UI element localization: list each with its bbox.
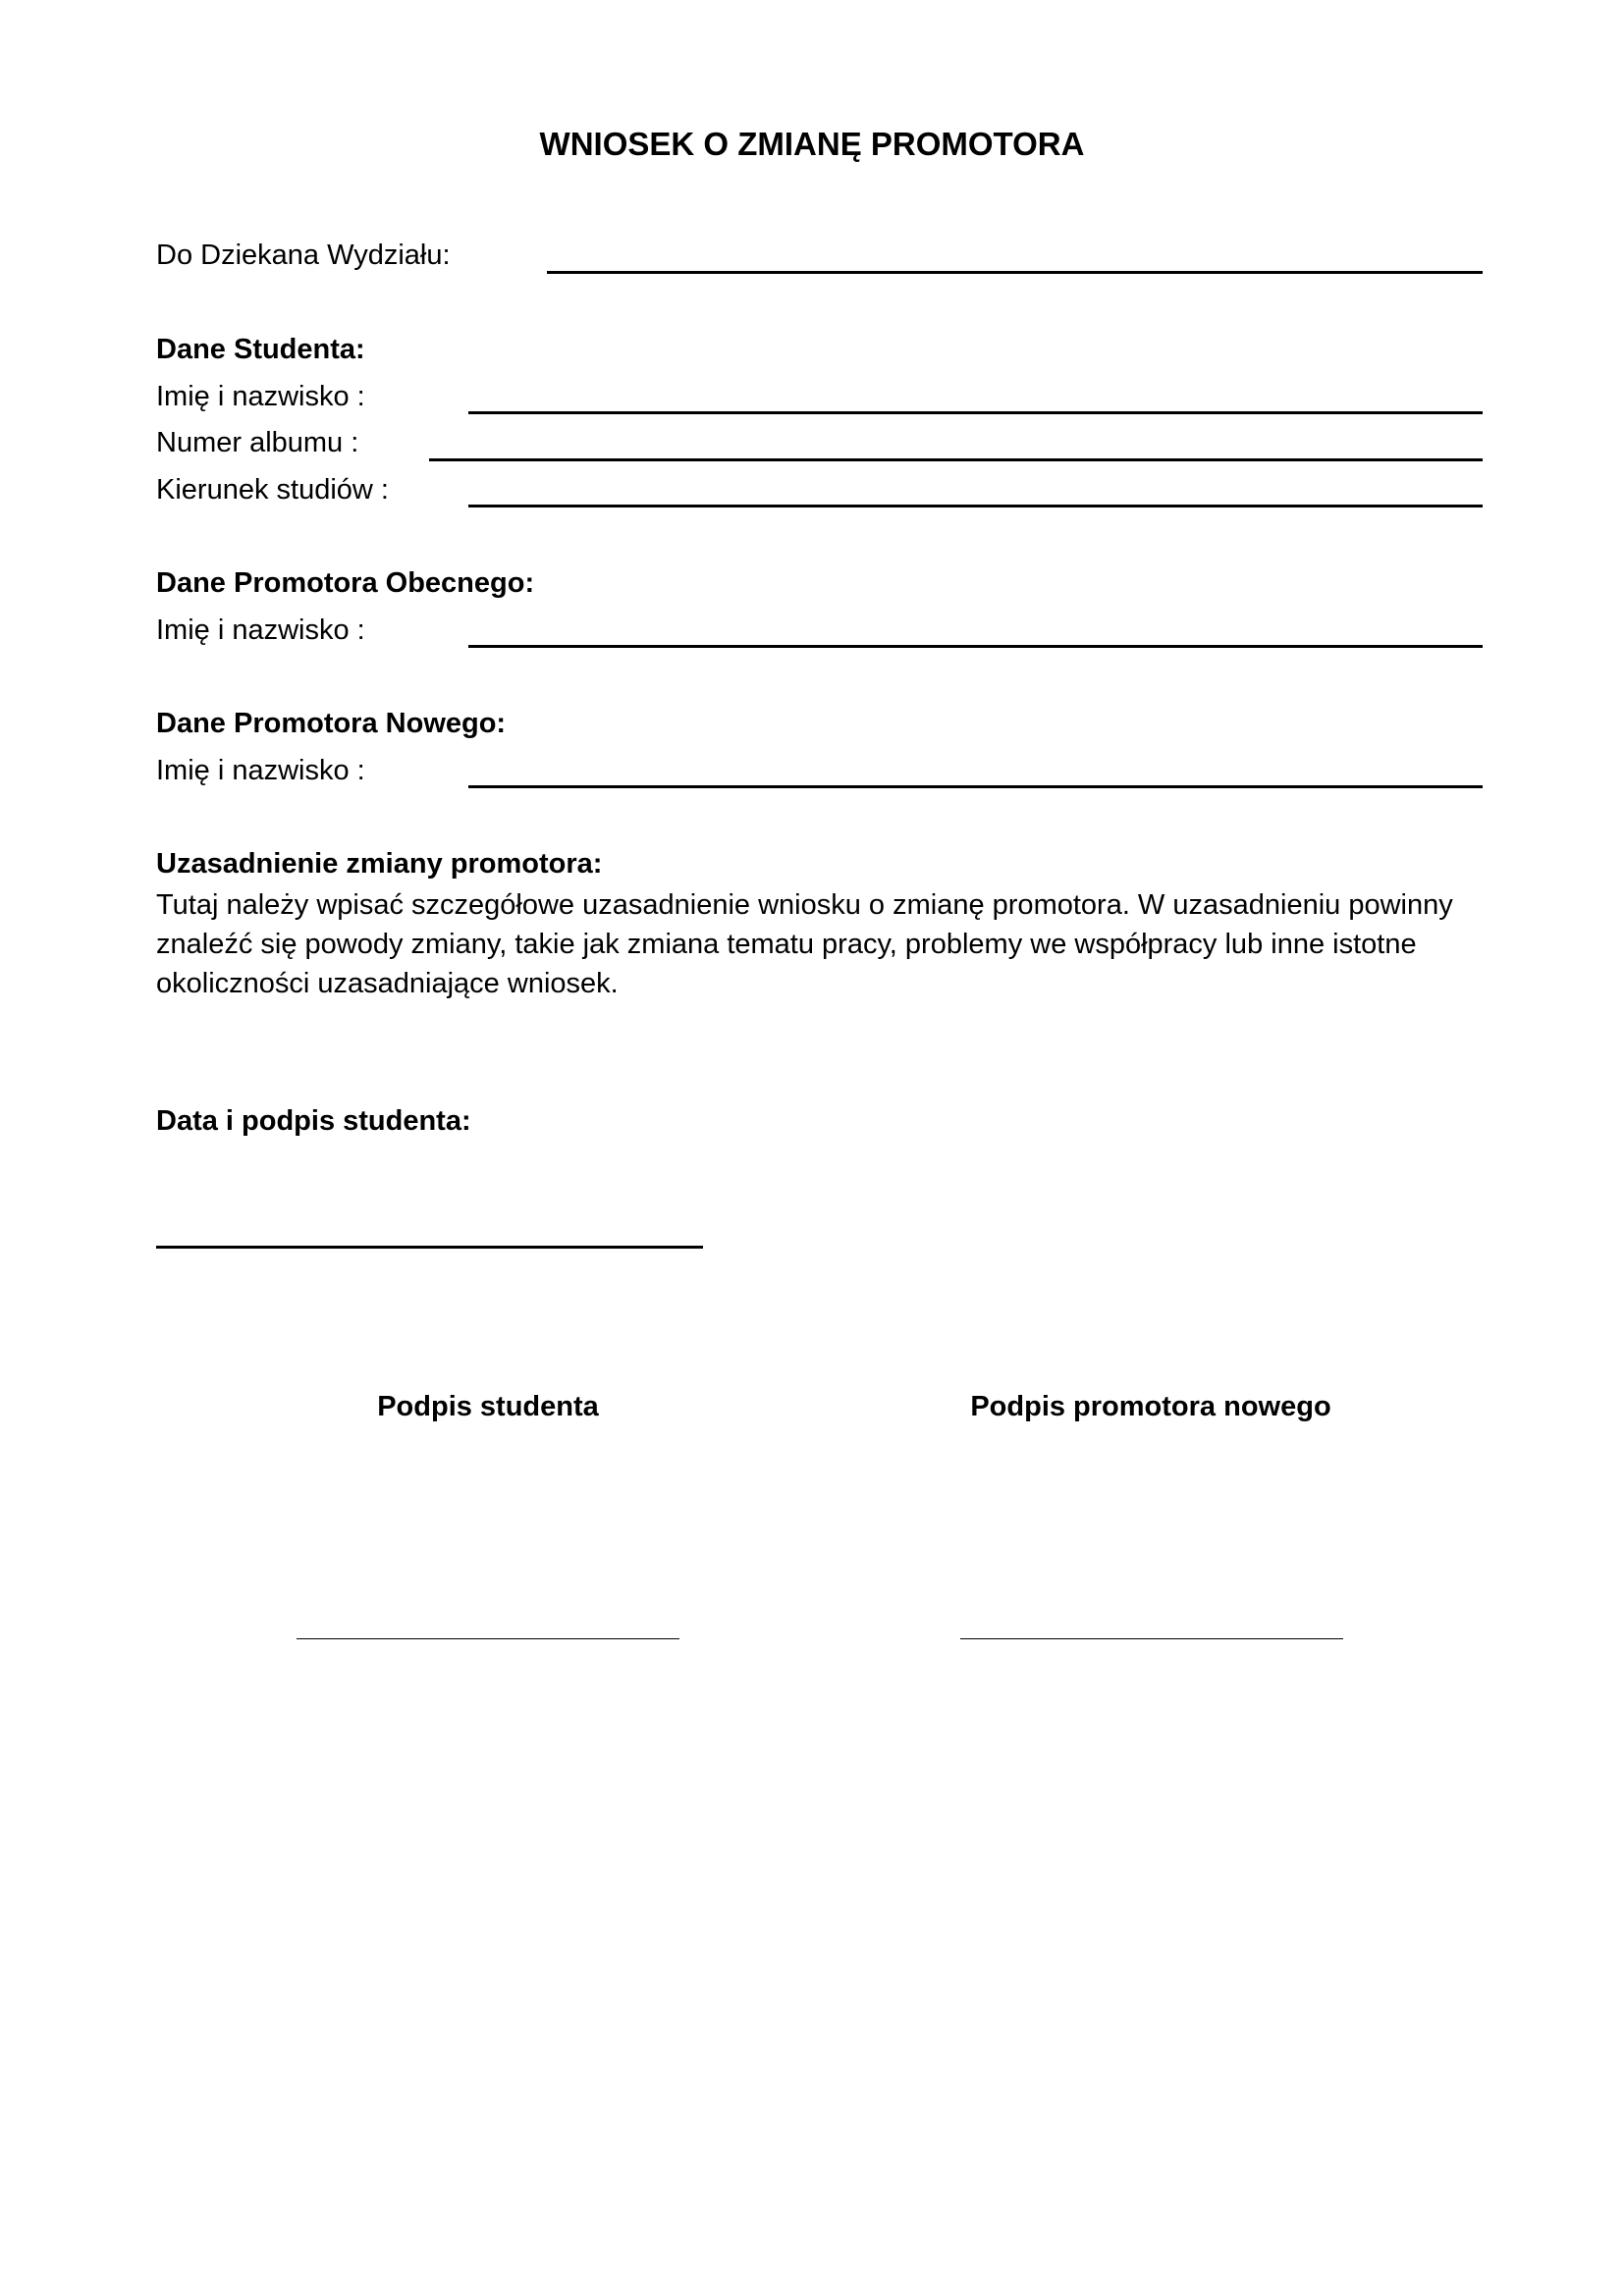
new-supervisor-heading: Dane Promotora Nowego:: [156, 708, 507, 739]
student-signature-label: Podpis studenta: [377, 1391, 599, 1422]
student-name-label: Imię i nazwisko :: [156, 381, 365, 412]
new-supervisor-name-field-line[interactable]: [468, 785, 1483, 788]
justification-text: Tutaj należy wpisać szczegółowe uzasadnienie wniosku o zmianę promotora. W uzasadnieniu powinny znaleźć się powody zmiany, takie jak zmiana tematu pracy, problemy we współpracy lub inne istotne okoliczności uzasadniające wniosek.: [156, 889, 1453, 999]
new-supervisor-name-label: Imię i nazwisko :: [156, 755, 365, 786]
new-supervisor-signature-line[interactable]: [960, 1638, 1343, 1639]
current-supervisor-heading: Dane Promotora Obecnego:: [156, 567, 535, 599]
date-signature-heading: Data i podpis studenta:: [156, 1105, 471, 1137]
student-signature-line[interactable]: [297, 1638, 679, 1639]
student-name-field-line[interactable]: [468, 411, 1483, 414]
album-number-label: Numer albumu :: [156, 427, 359, 458]
field-of-study-field-line[interactable]: [468, 505, 1483, 507]
new-supervisor-signature-label: Podpis promotora nowego: [970, 1391, 1331, 1422]
dean-field-line[interactable]: [547, 271, 1483, 274]
date-signature-line[interactable]: [156, 1246, 703, 1249]
dean-label: Do Dziekana Wydziału:: [156, 240, 451, 271]
current-supervisor-name-label: Imię i nazwisko :: [156, 614, 365, 646]
field-of-study-label: Kierunek studiów :: [156, 474, 389, 506]
student-section-heading: Dane Studenta:: [156, 334, 365, 365]
justification-heading: Uzasadnienie zmiany promotora:: [156, 848, 603, 880]
page-title: WNIOSEK O ZMIANĘ PROMOTORA: [539, 126, 1085, 162]
current-supervisor-name-field-line[interactable]: [468, 645, 1483, 648]
album-number-field-line[interactable]: [429, 458, 1483, 461]
